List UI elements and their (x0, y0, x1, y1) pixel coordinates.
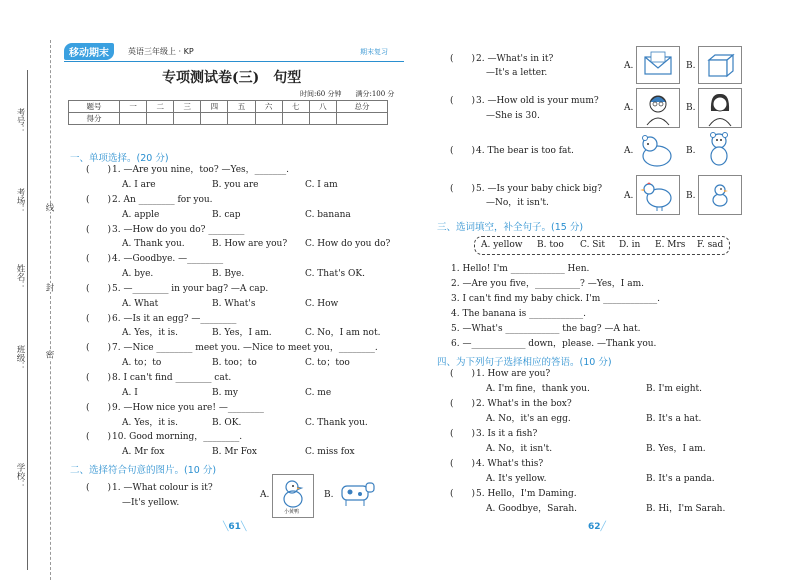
duck-caption: 小黄鸭 (284, 509, 300, 515)
picture-option-a-label: A. (624, 146, 634, 156)
score-cell: 八 (309, 101, 336, 113)
option-c: C. That's OK. (305, 269, 365, 279)
picture-option-b-label: B. (686, 146, 696, 156)
page-number-right-value: 62 (588, 522, 601, 532)
answer-bracket[interactable]: ( ) (450, 54, 476, 64)
answer-bracket[interactable]: ( ) (450, 489, 476, 499)
option-c: C. banana (305, 210, 351, 220)
page-title: 专项测试卷(三) 句型 (162, 70, 302, 86)
cow-icon (336, 474, 376, 516)
score-input[interactable] (255, 113, 282, 125)
cut-line (50, 40, 51, 580)
question-stem: 5. —________ in your bag? —A cap. (112, 284, 269, 294)
option-b: B. It's a hat. (646, 414, 702, 424)
answer-bracket[interactable]: ( ) (86, 254, 112, 264)
chick-icon (699, 176, 741, 214)
answer-bracket[interactable]: ( ) (450, 96, 476, 106)
grandma-picture[interactable] (636, 88, 680, 128)
score-input[interactable] (228, 113, 255, 125)
question-stem: 3. —How do you do? ________ (112, 225, 245, 235)
option-c: C. I am (305, 180, 338, 190)
word-option: E. Mrs (655, 240, 686, 250)
score-input[interactable] (336, 113, 387, 125)
question-line1: 4. The bear is too fat. (476, 146, 574, 156)
option-b: B. my (212, 388, 238, 398)
score-header-row (69, 101, 388, 113)
option-a: A. Mr fox (122, 447, 165, 457)
score-cell: 总分 (336, 101, 387, 113)
answer-bracket[interactable]: ( ) (86, 284, 112, 294)
score-input[interactable] (120, 113, 147, 125)
question-line1: 3. —How old is your mum? (476, 96, 599, 106)
brand-logo: 移动期末 (64, 43, 114, 60)
option-b: B. I'm eight. (646, 384, 702, 394)
fill-sentence[interactable]: 1. Hello! I'm ____________ Hen. (451, 264, 590, 274)
answer-bracket[interactable]: ( ) (86, 432, 112, 442)
big-chick-picture[interactable] (636, 175, 680, 215)
header-tag: 期末复习 (360, 48, 388, 56)
picture-option-b-label: B. (324, 490, 334, 500)
fill-sentence[interactable]: 6. —____________ down，please. —Thank you. (451, 339, 657, 349)
duck-picture[interactable] (272, 474, 314, 518)
question-stem: 10. Good morning，________. (112, 432, 243, 442)
page-number-right: 62╱ (588, 522, 606, 532)
option-c: C. to；too (305, 358, 350, 368)
question-stem: 2. An ________ for you. (112, 195, 213, 205)
option-a: A. It's yellow. (486, 474, 547, 484)
answer-bracket[interactable]: ( ) (86, 483, 112, 493)
question-stem: 6. —Is it an egg? —________ (112, 314, 237, 324)
question-line2: —She is 30. (486, 111, 540, 121)
hen-icon (637, 176, 679, 214)
answer-bracket[interactable]: ( ) (450, 459, 476, 469)
option-c: C. Thank you. (305, 418, 368, 428)
answer-bracket[interactable]: ( ) (450, 369, 476, 379)
picture-option-b-label: B. (686, 103, 696, 113)
answer-bracket[interactable]: ( ) (450, 399, 476, 409)
option-a: A. I (122, 388, 138, 398)
option-b: B. you are (212, 180, 259, 190)
question-stem: 5. Hello，I'm Daming. (476, 489, 577, 499)
exam-number-label: 考号： (15, 108, 25, 134)
question-line2: —No，it isn't. (486, 198, 549, 208)
name-label: 姓名： (15, 264, 25, 290)
answer-bracket[interactable]: ( ) (86, 343, 112, 353)
score-cell: 四 (201, 101, 228, 113)
word-bank (474, 236, 730, 255)
question-stem: 1. How are you? (476, 369, 551, 379)
section2-heading: 二、选择符合句意的图片。(10 分) (70, 465, 217, 476)
option-b: B. cap (212, 210, 241, 220)
option-a: A. to；to (122, 358, 162, 368)
woman-icon (699, 89, 741, 127)
score-input[interactable] (147, 113, 174, 125)
word-option: A. yellow (481, 240, 523, 250)
score-cell: 三 (174, 101, 201, 113)
score-input[interactable] (309, 113, 336, 125)
secret-mark: 密 (44, 350, 54, 359)
score-input[interactable] (282, 113, 309, 125)
word-option: D. in (619, 240, 641, 250)
option-c: C. How do you do? (305, 239, 391, 249)
box-picture[interactable] (698, 46, 742, 84)
binder-strip (0, 0, 58, 585)
option-b: B. How are you? (212, 239, 288, 249)
cow-picture[interactable] (336, 474, 376, 516)
option-c: C. No，I am not. (305, 328, 381, 338)
score-cell: 题号 (69, 101, 120, 113)
score-cell: 七 (282, 101, 309, 113)
fill-sentence[interactable]: 5. —What's ____________ the bag? —A hat. (451, 324, 641, 334)
answer-bracket[interactable]: ( ) (86, 373, 112, 383)
question-stem: 1. —Are you nine，too? —Yes，_______. (112, 165, 289, 175)
question-stem: 3. Is it a fish? (476, 429, 538, 439)
option-b: B. What's (212, 299, 256, 309)
option-b: B. Yes，I am. (212, 328, 272, 338)
option-b: B. too；to (212, 358, 257, 368)
word-option: F. sad (697, 240, 724, 250)
fill-sentence[interactable]: 2. —Are you five，__________? —Yes，I am. (451, 279, 644, 289)
thin-bear-picture[interactable] (698, 130, 740, 170)
question-stem: 7. —Nice ________ meet you. —Nice to meet you，________. (112, 343, 378, 353)
word-option: C. Sit (580, 240, 605, 250)
section3-heading: 三、选词填空，补全句子。(15 分) (437, 222, 584, 233)
option-c: C. How (305, 299, 339, 309)
option-a: A. I are (122, 180, 156, 190)
word-option: B. too (537, 240, 564, 250)
fat-bear-picture[interactable] (636, 133, 678, 169)
score-cell: 六 (255, 101, 282, 113)
binder-line (27, 70, 28, 570)
option-a: A. Yes，it is. (122, 418, 179, 428)
school-label: 学校： (15, 463, 25, 489)
old-woman-icon (637, 89, 679, 127)
question-stem: 8. I can't find ________ cat. (112, 373, 232, 383)
question-stem: 9. —How nice you are! —________ (112, 403, 264, 413)
picture-option-a-label: A. (624, 103, 634, 113)
mum-picture[interactable] (698, 88, 742, 128)
answer-bracket[interactable]: ( ) (86, 314, 112, 324)
answer-bracket[interactable]: ( ) (86, 225, 112, 235)
option-a: A. apple (122, 210, 160, 220)
picture-option-a-label: A. (624, 191, 634, 201)
picture-option-a-label: A. (624, 61, 634, 71)
option-b: B. It's a panda. (646, 474, 715, 484)
picture-option-b-label: B. (686, 61, 696, 71)
option-c: C. me (305, 388, 332, 398)
score-input[interactable] (201, 113, 228, 125)
answer-bracket[interactable]: ( ) (86, 403, 112, 413)
line-mark: 线 (44, 203, 54, 212)
envelope-picture[interactable] (636, 46, 680, 84)
fill-sentence[interactable]: 3. I can't find my baby chick. I'm ____________. (451, 294, 660, 304)
question-stem: 4. —Goodbye. —________ (112, 254, 224, 264)
small-chick-picture[interactable] (698, 175, 742, 215)
envelope-icon (637, 47, 679, 83)
teddy-bear-icon (698, 130, 740, 170)
time-info: 时间:60 分钟 满分:100 分 (300, 90, 395, 98)
score-value-row (69, 113, 388, 125)
header-subtitle: 英语三年级上 · KP (128, 47, 194, 56)
option-a: A. Yes，it is. (122, 328, 179, 338)
option-a: A. Goodbye，Sarah. (486, 504, 578, 514)
option-a: A. No，it isn't. (486, 444, 553, 454)
page-number-left-value: 61 (228, 522, 241, 532)
answer-bracket[interactable]: ( ) (86, 195, 112, 205)
option-b: B. Mr Fox (212, 447, 257, 457)
question-line2: —It's yellow. (122, 498, 180, 508)
page-number-left: ╲61╲ (223, 522, 247, 532)
answer-bracket[interactable]: ( ) (450, 146, 476, 156)
option-b: B. Bye. (212, 269, 245, 279)
picture-option-b-label: B. (686, 191, 696, 201)
exam-room-label: 考场： (15, 188, 25, 214)
score-cell: 二 (147, 101, 174, 113)
question-line1: 2. —What's in it? (476, 54, 554, 64)
section4-heading: 四、为下列句子选择相应的答语。(10 分) (437, 357, 612, 368)
question-line1: 1. —What colour is it? (112, 483, 213, 493)
section1-heading: 一、单项选择。(20 分) (70, 153, 169, 164)
fill-sentence[interactable]: 4. The banana is ____________. (451, 309, 586, 319)
answer-bracket[interactable]: ( ) (450, 429, 476, 439)
option-a: A. What (122, 299, 159, 309)
question-stem: 4. What's this? (476, 459, 544, 469)
option-a: A. bye. (122, 269, 154, 279)
seal-mark: 封 (44, 283, 54, 292)
score-input[interactable] (174, 113, 201, 125)
class-label: 班级： (15, 345, 25, 371)
question-stem: 2. What's in the box? (476, 399, 572, 409)
option-b: B. OK. (212, 418, 242, 428)
option-a: A. Thank you. (122, 239, 185, 249)
picture-option-a-label: A. (260, 490, 270, 500)
score-cell: 五 (228, 101, 255, 113)
option-c: C. miss fox (305, 447, 355, 457)
score-cell: 得分 (69, 113, 120, 125)
option-b: B. Hi，I'm Sarah. (646, 504, 726, 514)
box-icon (699, 47, 741, 83)
fat-bear-icon (636, 133, 678, 169)
option-a: A. No，it's an egg. (486, 414, 571, 424)
header-bar (64, 43, 404, 62)
score-table (68, 100, 388, 125)
option-b: B. Yes，I am. (646, 444, 706, 454)
question-line2: —It's a letter. (486, 68, 548, 78)
score-cell: 一 (120, 101, 147, 113)
answer-bracket[interactable]: ( ) (86, 165, 112, 175)
answer-bracket[interactable]: ( ) (450, 184, 476, 194)
option-a: A. I'm fine，thank you. (486, 384, 590, 394)
question-line1: 5. —Is your baby chick big? (476, 184, 603, 194)
